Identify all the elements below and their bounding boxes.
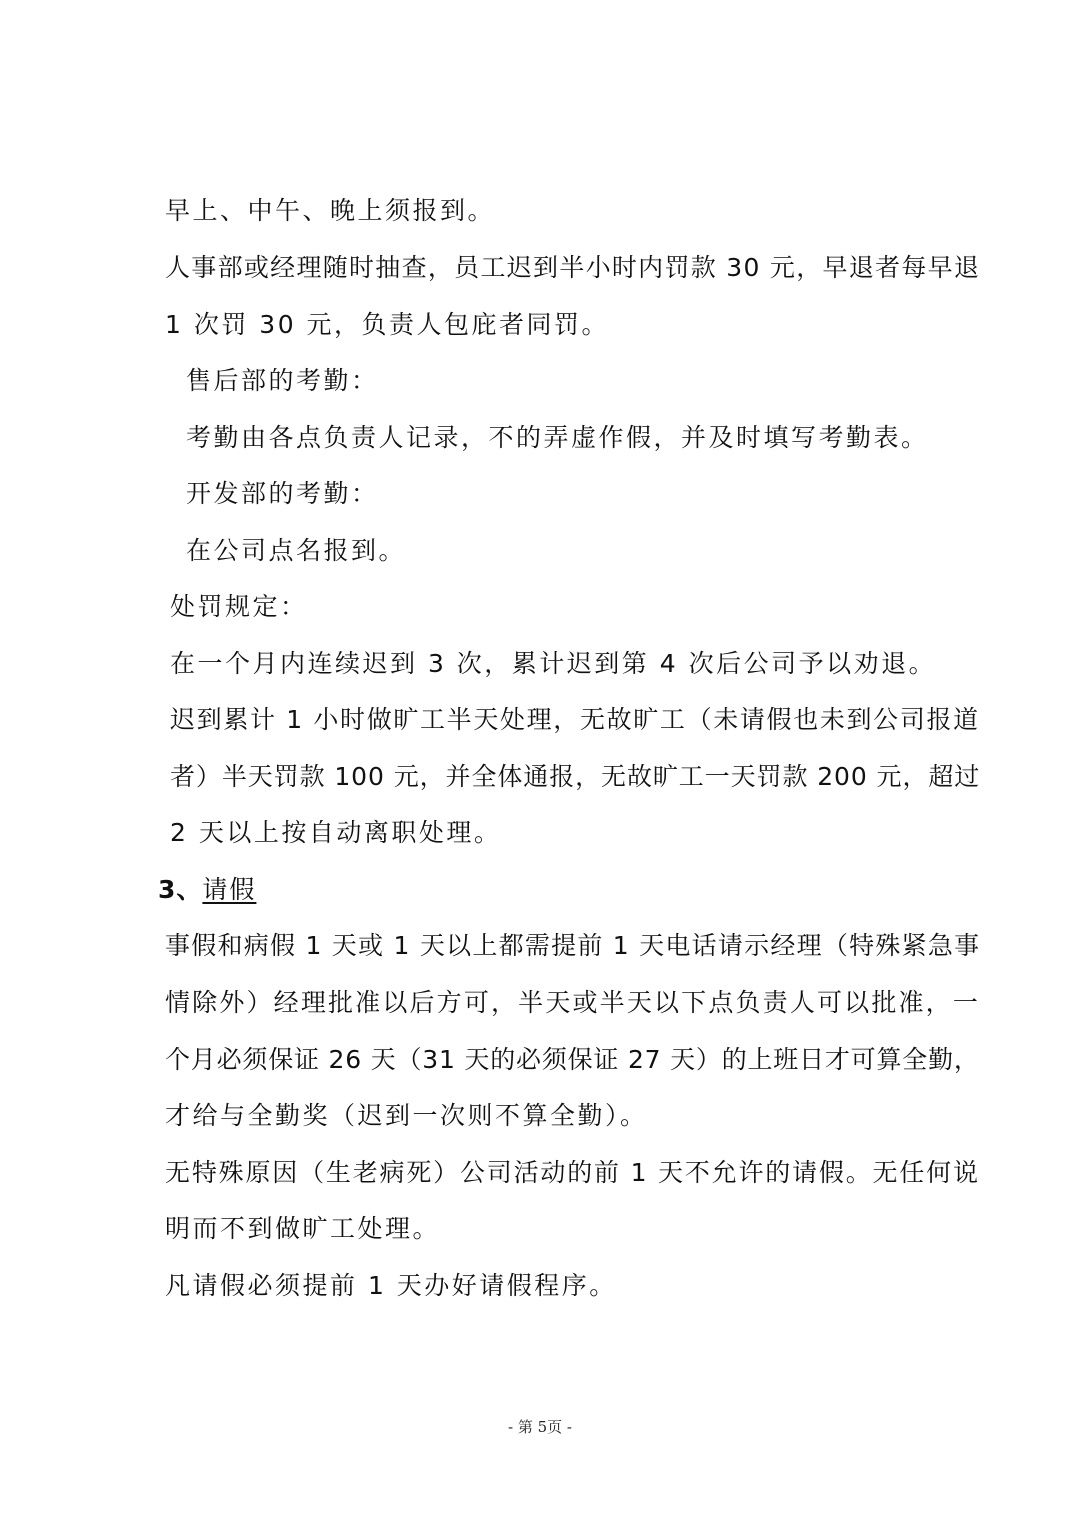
page-number: - 第 5页 -	[508, 1418, 572, 1436]
body-line: 凡请假必须提前 1 天办好请假程序。	[165, 1271, 617, 1300]
body-line: 2 天以上按自动离职处理。	[170, 818, 502, 847]
body-line: 在公司点名报到。	[186, 536, 407, 565]
subheading-line: 开发部的考勤：	[186, 479, 379, 508]
subheading-line: 售后部的考勤：	[186, 366, 379, 395]
body-line: 情除外）经理批准以后方可，半天或半天以下点负责人可以批准，一	[165, 988, 981, 1017]
body-line: 个月必须保证 26 天（31 天的必须保证 27 天）的上班日才可算全勤，	[165, 1045, 980, 1074]
body-line: 人事部或经理随时抽查，员工迟到半小时内罚款 30 元，早退者每早退	[165, 253, 981, 282]
body-line: 迟到累计 1 小时做旷工半天处理，无故旷工（未请假也未到公司报道	[170, 705, 980, 734]
body-line: 才给与全勤奖（迟到一次则不算全勤）。	[165, 1101, 648, 1130]
body-line: 早上、中午、晚上须报到。	[165, 196, 496, 225]
section-heading	[158, 875, 256, 905]
body-line: 明而不到做旷工处理。	[165, 1214, 441, 1243]
body-line: 者）半天罚款 100 元，并全体通报，无故旷工一天罚款 200 元，超过	[170, 762, 981, 791]
body-line: 考勤由各点负责人记录，不的弄虚作假，并及时填写考勤表。	[186, 423, 929, 452]
section-title: 请假	[202, 875, 257, 904]
body-line: 无特殊原因（生老病死）公司活动的前 1 天不允许的请假。无任何说	[165, 1158, 980, 1187]
subheading-line: 处罚规定：	[170, 592, 308, 621]
body-line: 事假和病假 1 天或 1 天以上都需提前 1 天电话请示经理（特殊紧急事	[165, 931, 981, 960]
section-number: 3、	[158, 875, 203, 904]
body-line: 1 次罚 30 元，负责人包庇者同罚。	[165, 310, 610, 339]
body-line: 在一个月内连续迟到 3 次，累计迟到第 4 次后公司予以劝退。	[170, 649, 937, 678]
